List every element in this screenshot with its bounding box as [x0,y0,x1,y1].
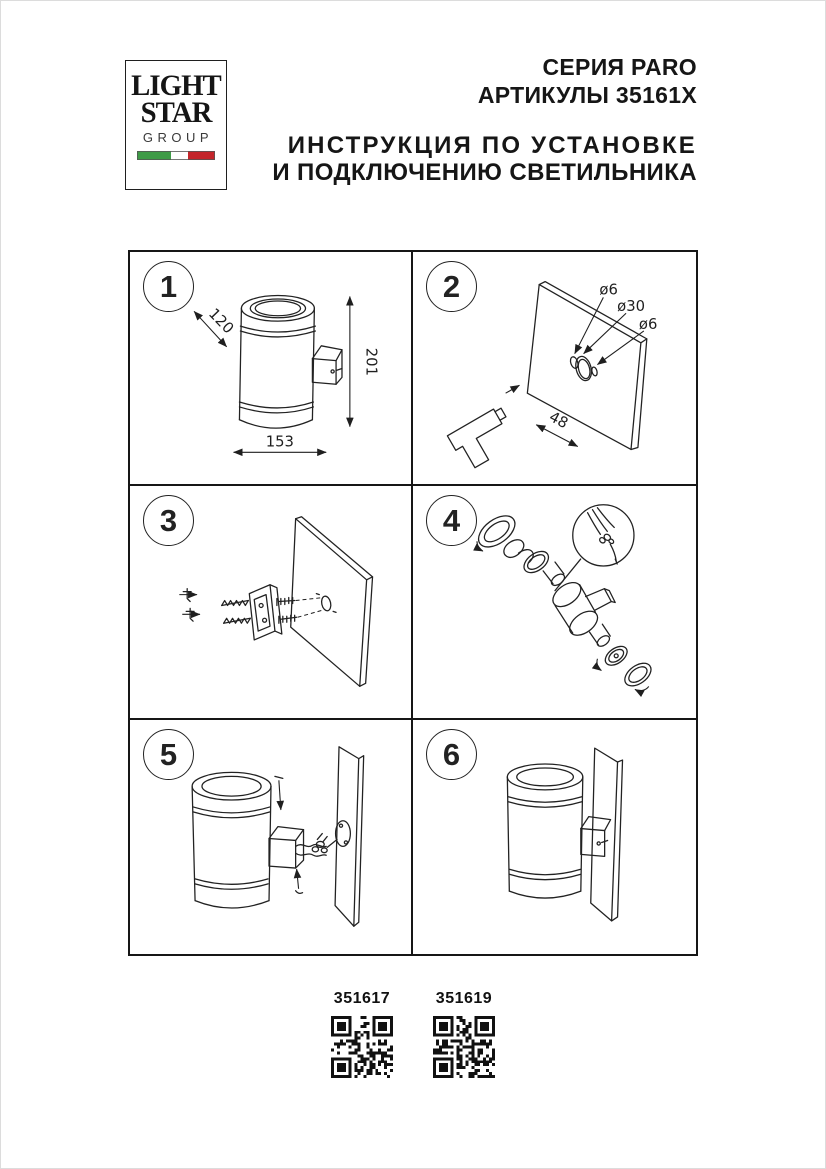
step-2-panel [413,252,696,486]
instruction-line-2: И ПОДКЛЮЧЕНИЮ СВЕТИЛЬНИКА [272,159,697,186]
step-1-panel [130,252,413,486]
step-number-badge: 2 [426,261,477,312]
step-number-badge: 3 [143,495,194,546]
instruction-line-1: ИНСТРУКЦИЯ ПО УСТАНОВКЕ [287,132,697,159]
lightstar-logo [125,60,227,190]
logo-word-star: STAR [140,96,212,129]
hole-diameter-left-label: ø6 [599,281,618,299]
step-5-panel [130,720,413,954]
article-title: АРТИКУЛЫ 35161X [477,82,697,108]
step-number-badge: 5 [143,729,194,780]
qr-code [433,1016,495,1078]
series-title: СЕРИЯ PARO [542,54,697,80]
dim-depth-label: 120 [205,305,237,338]
qr-article-label: 351619 [435,990,493,1007]
header-title-block [272,53,697,186]
step-4-panel [413,486,696,720]
qr-code [331,1016,393,1078]
dim-width-label: 153 [265,433,294,451]
logo-word-light: LIGHT [131,69,221,102]
steps-grid [128,250,698,956]
step-6-panel [413,720,696,954]
wiring-detail-circle [573,505,634,566]
dim-height-label: 201 [362,347,380,376]
step-number-badge: 4 [426,495,477,546]
qr-code-section [331,990,495,1078]
drill-icon [447,406,520,472]
qr-article-label: 351617 [333,990,391,1007]
hole-diameter-right-label: ø6 [638,316,658,334]
logo-word-group: GROUP [142,130,214,145]
step-3-panel [130,486,413,720]
qr-item [433,990,495,1078]
instruction-title [272,132,697,186]
step-number-badge: 1 [143,261,194,312]
italian-flag-icon [137,151,215,160]
qr-item [331,990,393,1078]
step-number-badge: 6 [426,729,477,780]
dim-offset-label: 48 [546,408,571,433]
hole-diameter-center-label: ø30 [617,298,646,316]
